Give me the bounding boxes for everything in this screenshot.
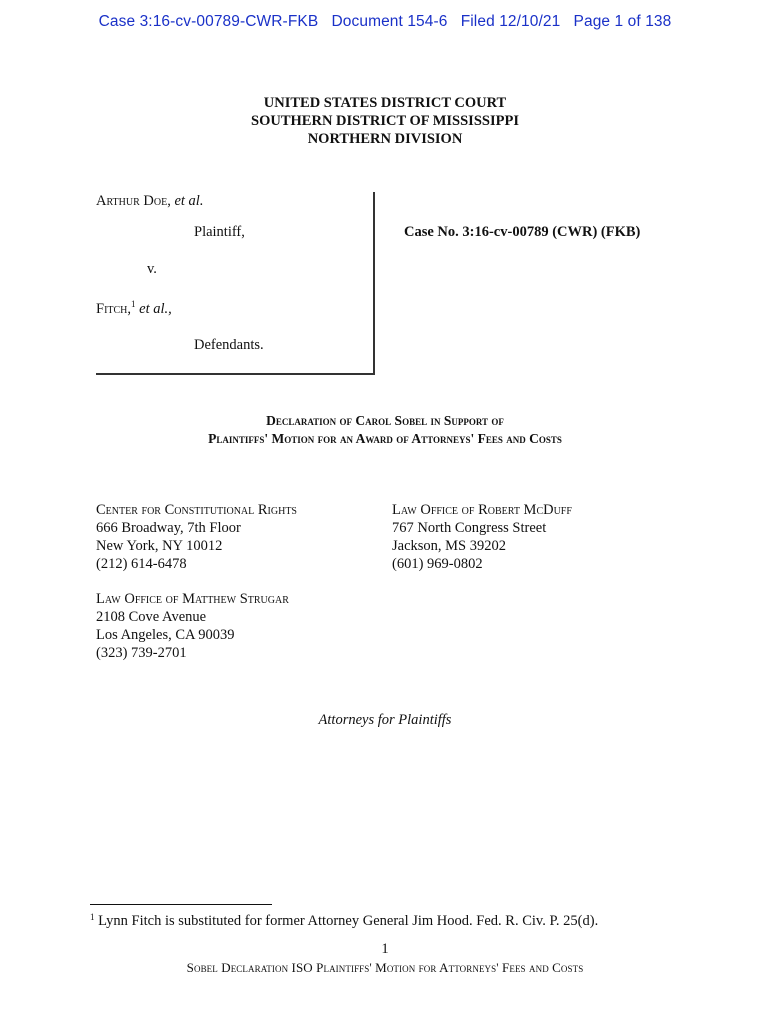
firm-name: Center for Constitutional Rights (96, 502, 297, 518)
firm-phone: (212) 614-6478 (96, 556, 187, 572)
footnote-reference: 1 (131, 299, 136, 309)
court-division: NORTHERN DIVISION (307, 131, 463, 147)
counsel-block-ccr (96, 501, 297, 573)
counsel-block-strugar (96, 590, 289, 662)
firm-city-line: Jackson, MS 39202 (392, 538, 506, 554)
plaintiff-name: Arthur Doe, (96, 193, 171, 209)
firm-city-line: Los Angeles, CA 90039 (96, 627, 235, 643)
firm-address-line: 666 Broadway, 7th Floor (96, 520, 241, 536)
counsel-block-mcduff (392, 501, 572, 573)
footnote (90, 913, 598, 930)
firm-address-line: 2108 Cove Avenue (96, 609, 207, 625)
attorneys-for-plaintiffs: Attorneys for Plaintiffs (318, 712, 452, 728)
footnote-mark: 1 (90, 912, 95, 922)
case-number: Case No. 3:16-cv-00789 (CWR) (FKB) (404, 224, 641, 240)
page-number: 1 (381, 941, 389, 957)
versus: v. (147, 261, 157, 277)
plaintiff-etal: et al. (174, 193, 204, 209)
court-name: UNITED STATES DISTRICT COURT (263, 95, 507, 111)
court-district: SOUTHERN DISTRICT OF MISSISSIPPI (251, 113, 519, 129)
firm-phone: (323) 739-2701 (96, 645, 187, 661)
caption-vertical-rule (373, 192, 375, 375)
defendant-role: Defendants. (194, 337, 264, 353)
firm-address-line: 767 North Congress Street (392, 520, 547, 536)
ecf-header-stamp: Case 3:16-cv-00789-CWR-FKB Document 154-6 Filed 12/10/21 Page 1 of 138 (98, 13, 672, 30)
title-line-2: Plaintiffs' Motion for an Award of Attorneys' Fees and Costs (208, 431, 562, 446)
firm-name: Law Office of Robert McDuff (392, 502, 572, 518)
footnote-text: Lynn Fitch is substituted for former Attorney General Jim Hood. Fed. R. Civ. P. 25(d). (98, 913, 599, 929)
footnote-separator (90, 904, 272, 905)
caption-horizontal-rule (96, 373, 375, 375)
plaintiff-party (96, 193, 203, 210)
plaintiff-role: Plaintiff, (194, 224, 245, 240)
firm-city-line: New York, NY 10012 (96, 538, 223, 554)
defendant-party (96, 299, 172, 318)
defendant-etal: et al., (139, 300, 172, 317)
firm-phone: (601) 969-0802 (392, 556, 483, 572)
running-footer: Sobel Declaration ISO Plaintiffs' Motion for Attorneys' Fees and Costs (186, 960, 584, 975)
defendant-name: Fitch, (96, 300, 132, 317)
title-line-1: Declaration of Carol Sobel in Support of (266, 413, 504, 428)
firm-name: Law Office of Matthew Strugar (96, 591, 289, 607)
